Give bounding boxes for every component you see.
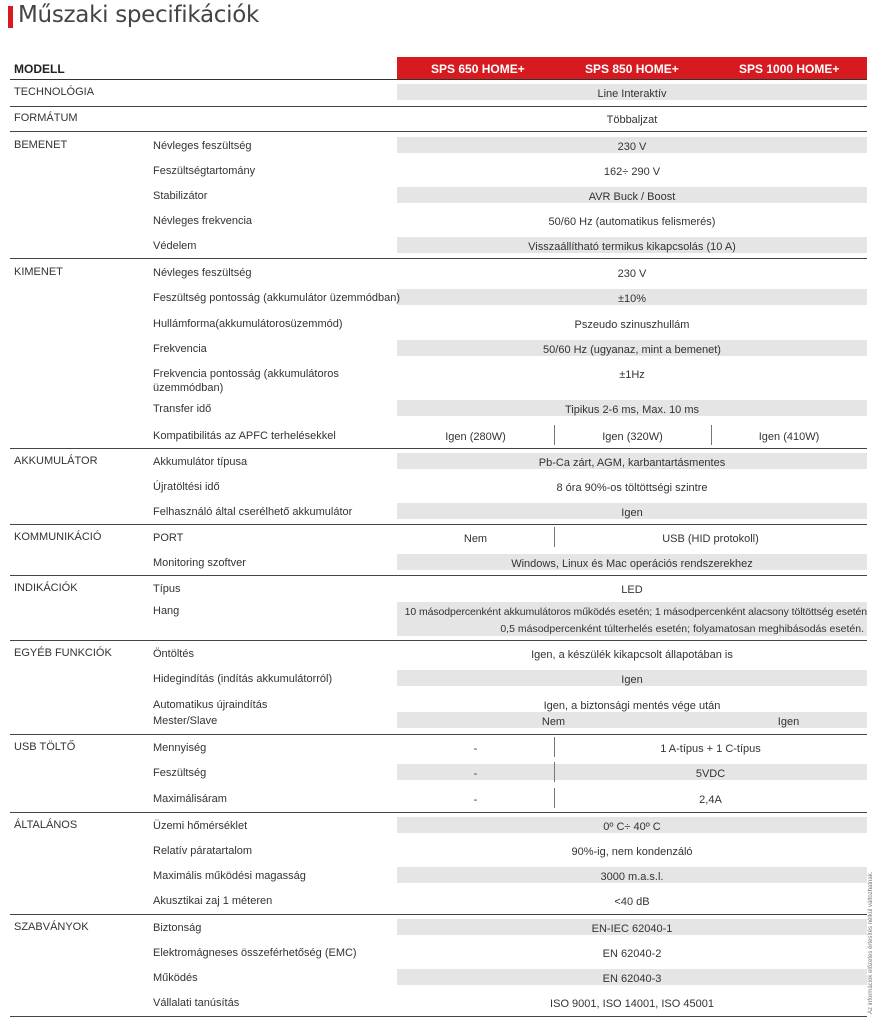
section-title: FORMÁTUM [14,112,78,124]
spec-value: Igen [621,507,643,519]
spec-label: Monitoring szoftver [153,557,246,569]
spec-value: Igen, a készülék kikapcsolt állapotában is [531,649,733,661]
spec-value: 50/60 Hz (automatikus felismerés) [548,216,716,228]
section-title: KOMMUNIKÁCIÓ [14,531,102,543]
spec-value: EN 62040-3 [602,973,662,985]
spec-label: Típus [153,583,181,595]
spec-value: Pb-Ca zárt, AGM, karbantartásmentes [538,457,726,469]
spec-value: LED [621,584,643,596]
section-divider [10,734,867,735]
model-header-bar [397,57,867,79]
spec-value: Nem [541,716,566,728]
section-title: USB TÖLTŐ [14,741,76,753]
spec-label: Vállalati tanúsítás [153,997,240,1009]
side-disclaimer-text: Az információk előzetes értesítés nélkül változhatnak. [868,871,874,1014]
spec-label: Névleges frekvencia [153,215,253,227]
section-title: KIMENET [14,266,63,278]
spec-label: Maximális működési magasság [153,870,306,882]
spec-label: Kompatibilitás az APFC terhelésekkel [153,430,336,442]
section-divider [10,448,867,449]
spec-value: Nem [463,533,488,545]
spec-value: 90%-ig, nem kondenzáló [571,846,693,858]
spec-label: Védelem [153,240,197,252]
spec-value: Tipikus 2-6 ms, Max. 10 ms [564,404,700,416]
spec-value: 2,4A [699,794,722,806]
spec-label: Hidegindítás (indítás akkumulátorról) [153,673,333,685]
spec-value: Igen (410W) [758,431,820,443]
spec-value: - [473,794,478,806]
spec-value: Igen (320W) [602,431,663,443]
model-header-label: MODELL [14,62,65,76]
section-title: AKKUMULÁTOR [14,455,98,467]
spec-label: Hang [153,605,180,617]
spec-value: Line Interaktív [597,88,667,100]
spec-label: Névleges feszültség [153,140,252,152]
section-divider [10,812,867,813]
spec-value: 0º C÷ 40º C [603,821,661,833]
spec-label: Elektromágneses összeférhetőség (EMC) [153,947,357,959]
spec-value: Többaljzat [606,114,658,126]
spec-value: Igen, a biztonsági mentés vége után [543,700,721,712]
spec-value: 5VDC [695,768,726,780]
page-title: Műszaki specifikációk [18,2,259,28]
spec-label: Üzemi hőmérséklet [153,820,248,832]
spec-value: ISO 9001, ISO 14001, ISO 45001 [550,998,714,1010]
spec-label: Feszültségtartomány [153,165,256,177]
spec-value: 50/60 Hz (ugyanaz, mint a bemenet) [543,344,721,356]
spec-value: 162÷ 290 V [603,166,661,178]
spec-label: Mennyiség [153,742,207,754]
section-divider [10,575,867,576]
spec-label: Újratöltési idő [153,481,220,493]
spec-label: Működés [153,972,198,984]
spec-label: Biztonság [153,922,202,934]
section-divider [10,524,867,525]
spec-label: Feszültség [153,767,207,779]
section-divider [10,914,867,915]
model-name: SPS 1000 HOME+ [739,62,840,76]
spec-label: Akusztikai zaj 1 méteren [153,895,273,907]
spec-value: Igen [621,674,643,686]
spec-value: ±10% [617,293,647,305]
spec-label: Transfer idő [153,403,212,415]
spec-value: <40 dB [614,896,650,908]
spec-value: 3000 m.a.s.l. [600,871,664,883]
spec-label: PORT [153,532,184,544]
spec-value: EN 62040-2 [602,948,662,960]
spec-label: Frekvencia [153,343,207,355]
spec-label: Feszültség pontosság (akkumulátor üzemmódban) [153,292,401,304]
spec-label: Frekvencia pontosság (akkumulátoros üzemmódban) [153,368,339,394]
spec-value: - [473,743,478,755]
spec-value: 230 V [617,141,647,153]
section-divider [10,131,867,132]
spec-value: Visszaállítható termikus kikapcsolás (10 A) [528,241,736,253]
spec-value: Igen (280W) [445,431,506,443]
section-divider [10,106,867,107]
spec-value: Pszeudo szinuszhullám [574,319,690,331]
section-title: TECHNOLÓGIA [14,86,95,98]
spec-label: Stabilizátor [153,190,208,202]
spec-value: ±1Hz [619,369,645,381]
spec-label: Felhasználó által cserélhető akkumulátor [153,506,353,518]
spec-label: Relatív páratartalom [153,845,253,857]
spec-label: Névleges feszültség [153,267,252,279]
title-accent-bar [8,6,13,28]
spec-label: Automatikus újraindítás [153,699,268,711]
section-title: INDIKÁCIÓK [14,582,78,594]
spec-value: 10 másodpercenként akkumulátoros működés esetén; 1 másodpercenként alacsony töltöttség esetén [404,606,867,618]
section-title: ÁLTALÁNOS [14,819,78,831]
section-divider [10,1016,867,1017]
spec-value: USB (HID protokoll) [662,533,759,545]
section-divider [10,258,867,259]
spec-value: AVR Buck / Boost [588,191,676,203]
spec-value: Windows, Linux és Mac operációs rendszerekhez [511,558,753,570]
spec-label: Akkumulátor típusa [153,456,248,468]
model-name: SPS 850 HOME+ [585,62,679,76]
spec-label: Öntöltés [153,648,194,660]
spec-label: Hullámforma(akkumulátorosüzemmód) [153,318,343,330]
spec-value: EN-IEC 62040-1 [591,923,673,935]
section-title: EGYÉB FUNKCIÓK [14,647,112,659]
spec-value: 0,5 másodpercenként túlterhelés esetén; folyamatosan meghibásodás esetén. [500,623,864,635]
side-disclaimer [868,844,878,1014]
spec-value: Igen [777,716,800,728]
section-title: SZABVÁNYOK [14,921,89,933]
spec-value: 8 óra 90%-os töltöttségi szintre [556,482,708,494]
section-title: BEMENET [14,139,68,151]
spec-value: 230 V [617,268,647,280]
header-divider [10,79,867,80]
model-name: SPS 650 HOME+ [431,62,525,76]
spec-value: 1 A-típus + 1 C-típus [660,743,761,755]
section-divider [10,640,867,641]
spec-value: - [473,768,478,780]
spec-label: Maximálisáram [153,793,227,805]
spec-label: Mester/Slave [153,715,218,727]
